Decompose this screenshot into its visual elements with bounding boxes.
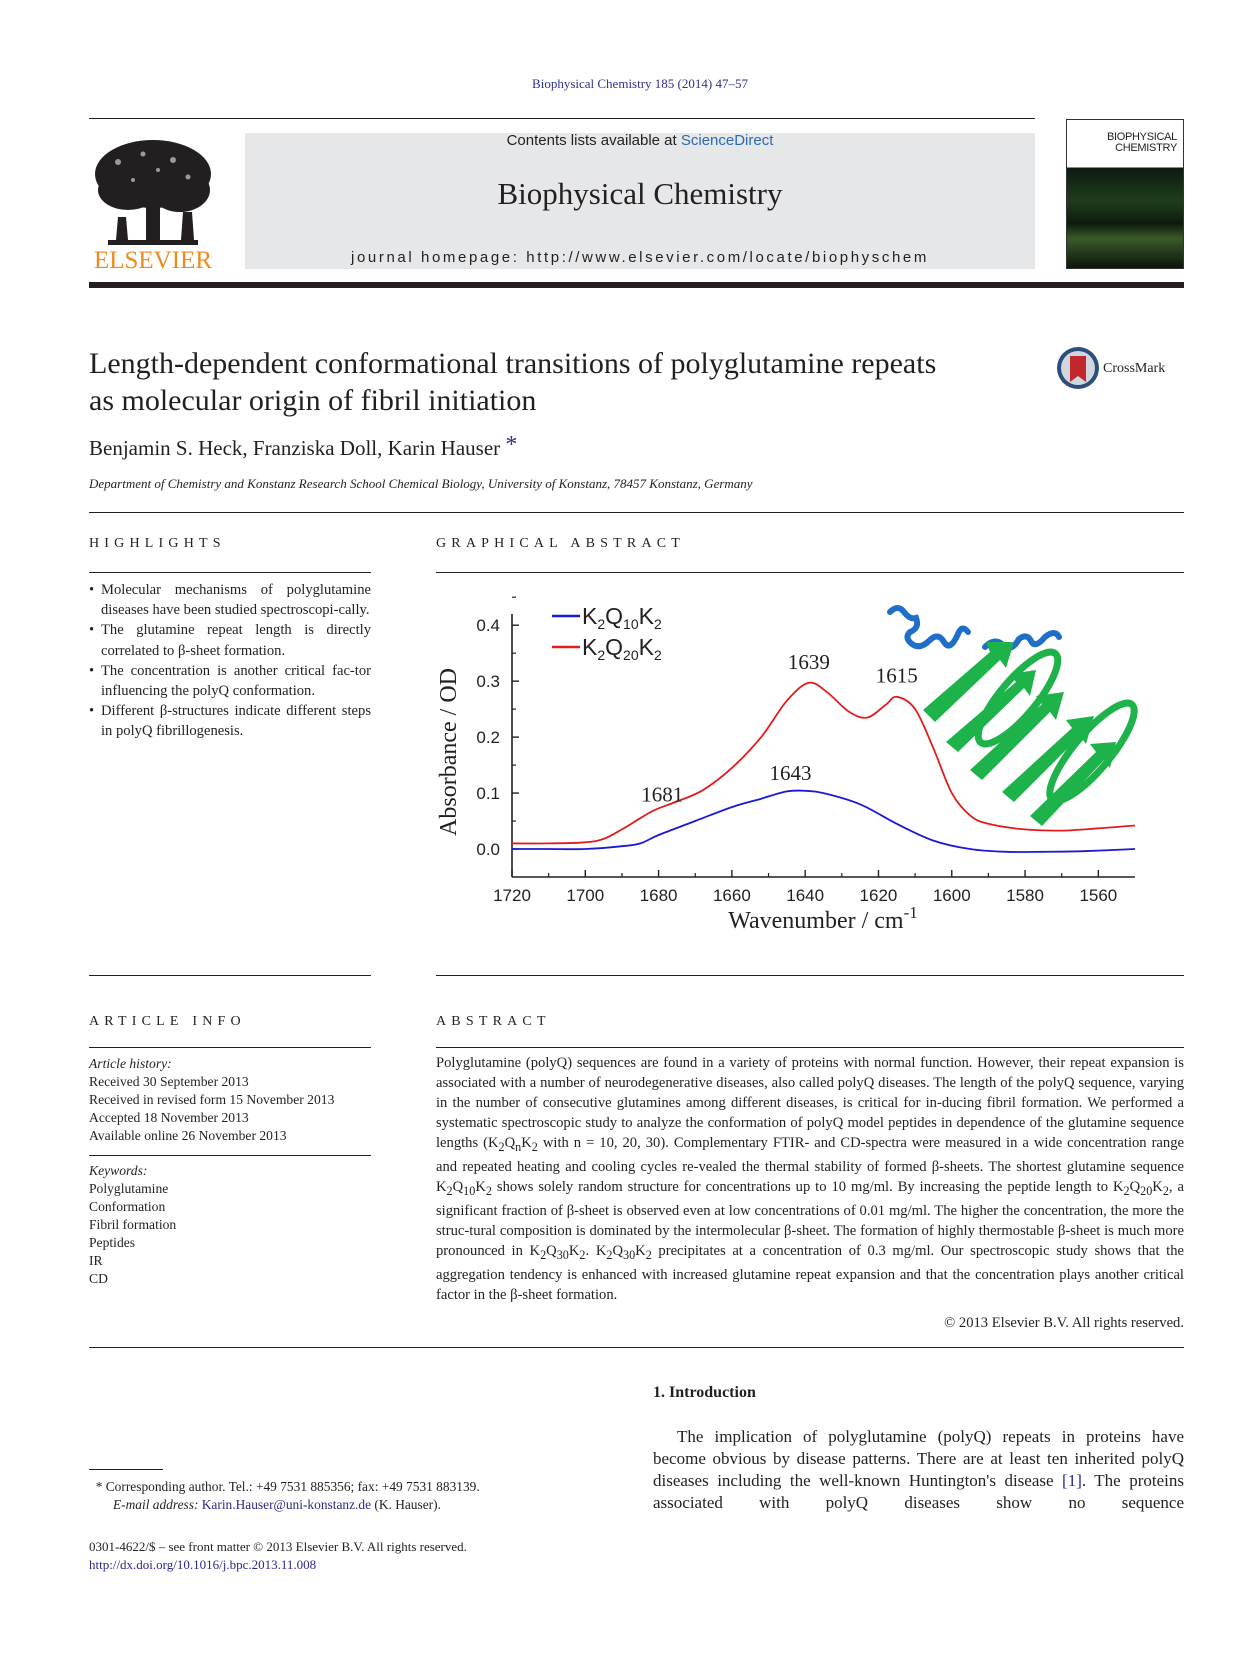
introduction-heading: 1. Introduction (653, 1384, 756, 1401)
doi-link[interactable]: http://dx.doi.org/10.1016/j.bpc.2013.11.008 (89, 1557, 317, 1572)
abstract-bottom-rule (89, 1347, 1184, 1348)
beta-sheet-illustration (923, 642, 1146, 826)
x-tick-label: 1580 (1006, 886, 1044, 905)
legend-q20-k1: K (582, 634, 598, 660)
history-label: Article history: (89, 1056, 172, 1071)
keywords-label: Keywords: (89, 1163, 148, 1178)
axis-ticks (476, 597, 1117, 905)
highlights-rule (89, 572, 371, 573)
keyword-item: CD (89, 1271, 108, 1286)
x-tick-label: 1660 (712, 886, 751, 905)
journal-homepage[interactable]: journal homepage: http://www.elsevier.com/locate/biophyschem (351, 249, 929, 266)
crossmark-icon (1055, 345, 1101, 391)
chart-legend (552, 603, 662, 663)
authors-text: Benjamin S. Heck, Franziska Doll, Karin Hauser (89, 436, 501, 460)
legend-q20-k2: K (638, 634, 654, 660)
article-title (89, 345, 1049, 419)
legend-q20-sub3: 2 (653, 647, 662, 663)
x-axis-label-text: Wavenumber / cm (728, 908, 904, 934)
corresponding-author-mark[interactable]: * (505, 432, 518, 458)
email-suffix: (K. Hauser). (371, 1497, 441, 1512)
history-online: Available online 26 November 2013 (89, 1128, 287, 1143)
highlight-item: • Molecular mechanisms of polyglutamine diseases have been studied spectroscopi-cally. (89, 580, 371, 620)
elsevier-wordmark: ELSEVIER (93, 247, 213, 272)
keyword-item: Peptides (89, 1235, 136, 1250)
author-list (89, 432, 518, 463)
article-info-rule (89, 1047, 371, 1048)
highlight-item: • The concentration is another critical fac-tor influencing the polyQ conformation. (89, 661, 371, 701)
history-accepted: Accepted 18 November 2013 (89, 1110, 249, 1125)
contents-prefix: Contents lists available at (506, 132, 681, 149)
cover-title-line1: BIOPHYSICAL (1106, 131, 1177, 143)
y-axis-label: Absorbance / OD (436, 668, 462, 836)
legend-q20-sub2: 20 (623, 647, 639, 663)
peak-label: 1615 (875, 663, 918, 688)
abstract-text (436, 1053, 1184, 1305)
article-info-heading: ARTICLE INFO (89, 1014, 246, 1029)
history-received: Received 30 September 2013 (89, 1074, 249, 1089)
keyword-item: Polyglutamine (89, 1181, 169, 1196)
keyword-item: IR (89, 1253, 103, 1268)
x-axis-label-exponent: -1 (903, 903, 918, 922)
legend-q10-q: Q (605, 603, 624, 629)
contents-line (245, 132, 1035, 149)
x-tick-label: 1720 (493, 886, 531, 905)
x-tick-label: 1560 (1079, 886, 1118, 905)
x-tick-label: 1620 (859, 886, 898, 905)
highlights-heading: HIGHLIGHTS (89, 536, 226, 551)
legend-label-q10 (582, 603, 662, 632)
highlight-item: • The glutamine repeat length is directly correlated to β-sheet formation. (89, 620, 371, 660)
legend-q10-k2: K (638, 603, 654, 629)
legend-label-q20 (582, 634, 662, 663)
issn-line: 0301-4622/$ – see front matter © 2013 Elsevier B.V. All rights reserved. (89, 1539, 467, 1554)
footnote-mark: * (95, 1479, 103, 1494)
x-tick-label: 1640 (786, 886, 825, 905)
elsevier-tree-logo[interactable] (88, 132, 218, 272)
email-link[interactable]: Karin.Hauser@uni-konstanz.de (201, 1497, 372, 1512)
x-tick-label: 1680 (639, 886, 678, 905)
cover-title (1107, 132, 1177, 154)
formula-k2q30k2-b: $K_2Q_{30}K_2$ (595, 1242, 652, 1262)
legend-q10-sub3: 2 (653, 616, 662, 632)
sciencedirect-link[interactable]: ScienceDirect (680, 132, 774, 149)
citation-link[interactable]: [1] (1062, 1471, 1082, 1490)
abstract-copyright: © 2013 Elsevier B.V. All rights reserved. (944, 1315, 1184, 1331)
header-top-rule (89, 118, 1035, 119)
journal-name: Biophysical Chemistry (497, 176, 783, 211)
x-axis-label (728, 903, 918, 934)
abstract-part-6: precipitates at a concentration of 0.3 mg/ml. Our spectroscopic study shows that the aggregation tendency is enhanced with increased glutamine repeat expansion and that the concentration plays another critical factor in the β-sheet formation. (436, 1242, 1185, 1303)
title-line-1: Length-dependent conformational transitions of polyglutamine repeats (89, 347, 937, 380)
abstract-paragraph (436, 1053, 1184, 1305)
crossmark-label: CrossMark (1103, 361, 1166, 376)
title-line-2: as molecular origin of fibril initiation (89, 384, 537, 417)
crossmark-badge[interactable] (1055, 345, 1185, 391)
cover-title-line2: CHEMISTRY (1115, 142, 1177, 154)
highlights-list (89, 580, 371, 742)
intro-text-b: . The proteins associated with polyQ diseases show no sequence (653, 1471, 1184, 1512)
history-revised: Received in revised form 15 November 2013 (89, 1092, 335, 1107)
peak-label: 1643 (769, 761, 812, 786)
footnote-rule (89, 1469, 163, 1470)
y-tick-label: 0.0 (476, 840, 500, 860)
footnote-corresponding: Corresponding author. Tel.: +49 7531 885356; fax: +49 7531 883139. (102, 1479, 480, 1494)
legend-q10-sub2: 10 (623, 616, 639, 632)
footnote-line-1 (89, 1478, 649, 1496)
x-tick-label: 1600 (932, 886, 971, 905)
abstract-part-2: with n = 10, 20, 30). Complementary FTIR- and CD-spectra were measured in a wide concentration range and repeated heating and cooling cycles re-vealed the thermal stability of formed β-sheets. The shortest glutamine sequence (436, 1135, 1184, 1175)
abstract-part-3: shows solely random structure for concentrations up to 10 mg/ml. By increasing the peptide length to (491, 1178, 1113, 1195)
graphical-abstract-bottom-rule-left (89, 975, 371, 976)
legend-q10-k1: K (582, 603, 598, 629)
y-tick-label: 0.3 (476, 672, 500, 692)
legend-q20-sub1: 2 (597, 647, 606, 663)
header-bottom-rule (89, 282, 1184, 288)
keyword-item: Conformation (89, 1199, 166, 1214)
journal-cover[interactable] (1066, 119, 1184, 269)
abstract-rule (436, 1047, 1184, 1048)
keywords-rule (89, 1155, 371, 1156)
formula-k2qnk2: $K_2Q_nK_2$ (488, 1135, 538, 1154)
legend-q10-sub1: 2 (597, 616, 606, 632)
intro-text-a: The implication of polyglutamine (polyQ) repeats in proteins have become obvious by disease patterns. There are at least ten inherited polyQ diseases including the well-known Huntington's disease (653, 1427, 1184, 1490)
formula-k2q20k2: $K_2Q_{20}K_2$ (1112, 1178, 1169, 1198)
keywords (89, 1162, 371, 1288)
article-history (89, 1055, 371, 1145)
formula-k2q10k2: $K_2Q_{10}K_2$ (436, 1178, 492, 1198)
abstract-part-5: . (585, 1242, 596, 1259)
corresponding-author-footnote (89, 1478, 649, 1514)
abstract-heading: ABSTRACT (436, 1014, 551, 1029)
graphical-abstract-bottom-rule-right (436, 975, 1184, 976)
abstract-part-1: Polyglutamine (polyQ) sequences are found in a variety of proteins with normal function. However, their repeat expansion is associated with a number of neurodegenerative diseases, also called polyQ diseases. The length of the polyQ sequence, varying in the number of consecutive glutamines among different diseases, is critical for in-ducing fibril formation. We performed a systematic spectroscopic study to analyze the conformation of polyQ model peptides in dependence of the glutamine sequence lengths ( (436, 1055, 1184, 1151)
y-tick-label: 0.4 (476, 616, 500, 636)
peak-annotations (641, 650, 918, 807)
keyword-item: Fibril formation (89, 1217, 177, 1232)
y-tick-label: 0.2 (476, 728, 500, 748)
x-tick-label: 1700 (566, 886, 605, 905)
peak-label: 1639 (787, 649, 830, 674)
footnote-line-2 (89, 1496, 649, 1514)
formula-k2q30k2: $K_2Q_{30}K_2$ (529, 1242, 586, 1262)
email-label: E-mail address: (113, 1497, 202, 1512)
ftir-spectrum-chart (430, 592, 1190, 942)
abstract-part-4: , a significant fraction of β-sheet is observed even at low concentrations of 0.01 mg/ml. The higher the concentration, the more the struc-tural composition is dominated by the intermolecular β-sheet. The formation of highly thermostable β-sheet is much more pronounced in (436, 1178, 1184, 1259)
front-matter (89, 1538, 467, 1574)
introduction-text (653, 1426, 1184, 1514)
highlight-item: • Different β-structures indicate different steps in polyQ fibrillogenesis. (89, 701, 371, 741)
affiliation: Department of Chemistry and Konstanz Research School Chemical Biology, University of Konstanz, 78457 Konstanz, Germany (89, 476, 753, 491)
y-tick-label: 0.1 (476, 784, 500, 804)
legend-q20-q: Q (605, 634, 624, 660)
graphical-abstract-rule (436, 572, 1184, 573)
graphical-abstract-heading: GRAPHICAL ABSTRACT (436, 536, 686, 551)
random-coil-illustration (890, 608, 1059, 648)
title-bottom-rule (89, 512, 1184, 513)
peak-label: 1681 (641, 782, 684, 807)
journal-reference[interactable]: Biophysical Chemistry 185 (2014) 47–57 (532, 76, 748, 91)
